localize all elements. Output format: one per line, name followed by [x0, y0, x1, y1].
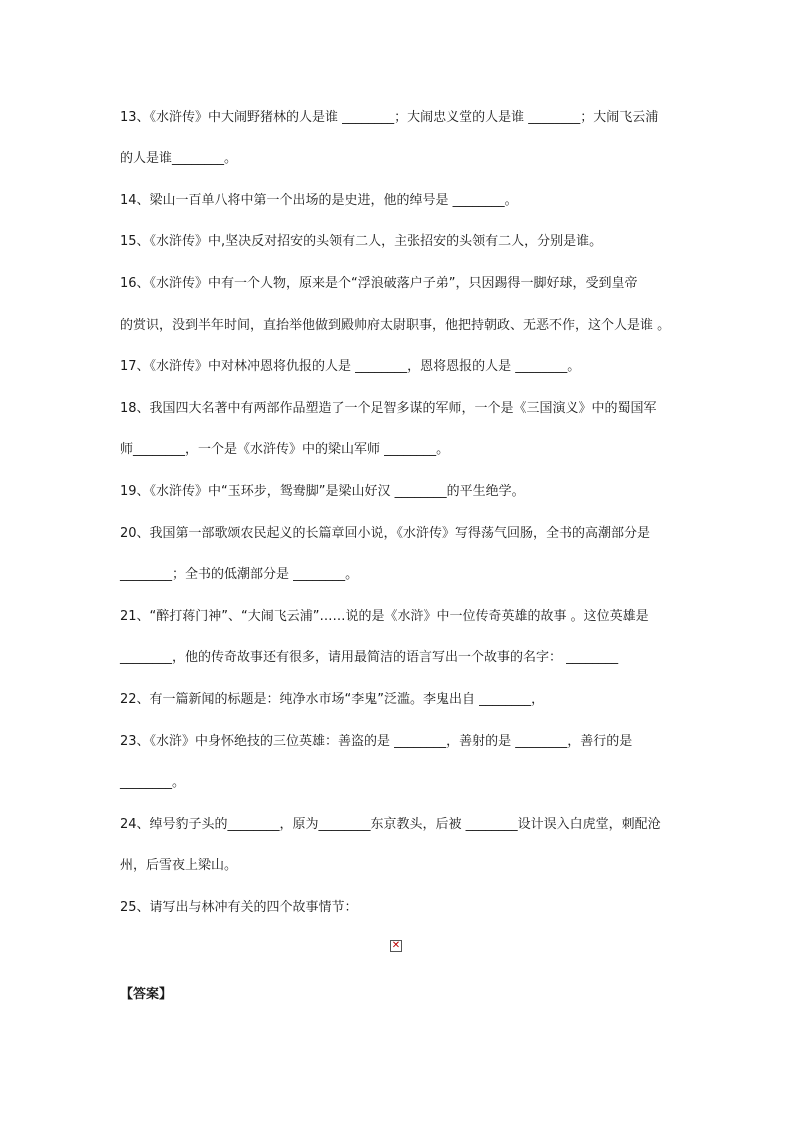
text-line: 22、有一篇新闻的标题是：纯净水市场“李鬼”泛滥。李鬼出自 ________，: [120, 692, 545, 707]
text-line: 20、我国第一部歌颂农民起义的长篇章回小说，《水浒传》写得荡气回肠，全书的高潮部分是: [120, 526, 651, 541]
text-line: 州，后雪夜上梁山。: [120, 858, 238, 873]
text-line: 15、《水浒传》中,坚决反对招安的头领有二人，主张招安的头领有二人，分别是谁。: [120, 234, 603, 249]
text-line: 18、我国四大名著中有两部作品塑造了一个足智多谋的军师，一个是《三国演义》中的蜀国军: [120, 401, 657, 416]
broken-image-icon: ✕: [391, 940, 401, 951]
text-line: ________；全书的低潮部分是 ________。: [120, 567, 359, 582]
text-line: 13、《水浒传》中大闹野猪林的人是谁 ________；大闹忠义堂的人是谁 ________；大闹飞云浦: [120, 110, 659, 125]
text-line: ________，他的传奇故事还有很多，请用最简洁的语言写出一个故事的名字： ________: [120, 650, 619, 665]
text-line: 14、梁山一百单八将中第一个出场的是史进，他的绰号是 ________。: [120, 193, 518, 208]
answer-heading: 【答案】: [120, 987, 173, 1002]
text-line: 的赏识，没到半年时间，直抬举他做到殿帅府太尉职事，他把持朝政、无恶不作，这个人是谁 。: [120, 318, 671, 333]
text-line: 23、《水浒》中身怀绝技的三位英雄：善盗的是 ________，善射的是 ________，善行的是: [120, 734, 633, 749]
text-line: 19、《水浒传》中“玉环步，鸳鸯脚”是梁山好汉 ________的平生绝学。: [120, 484, 525, 499]
text-line: 21、“醉打蒋门神”、“大闹飞云浦”……说的是《水浒》中一位传奇英雄的故事 。这位英雄是: [120, 609, 649, 624]
text-line: ________。: [120, 775, 186, 790]
text-line: 的人是谁________。: [120, 151, 238, 166]
text-line: 25、请写出与林冲有关的四个故事情节：: [120, 900, 358, 915]
text-line: 16、《水浒传》中有一个人物，原来是个“浮浪破落户子弟”，只因踢得一脚好球，受到皇帝: [120, 276, 638, 291]
text-line: 17、《水浒传》中对林冲恩将仇报的人是 ________，恩将恩报的人是 ________。: [120, 359, 581, 374]
text-line: 师________，一个是《水浒传》中的梁山军师 ________。: [120, 442, 450, 457]
text-line: 24、绰号豹子头的________，原为________东京教头，后被 ________设计误入白虎堂，刺配沧: [120, 817, 661, 832]
